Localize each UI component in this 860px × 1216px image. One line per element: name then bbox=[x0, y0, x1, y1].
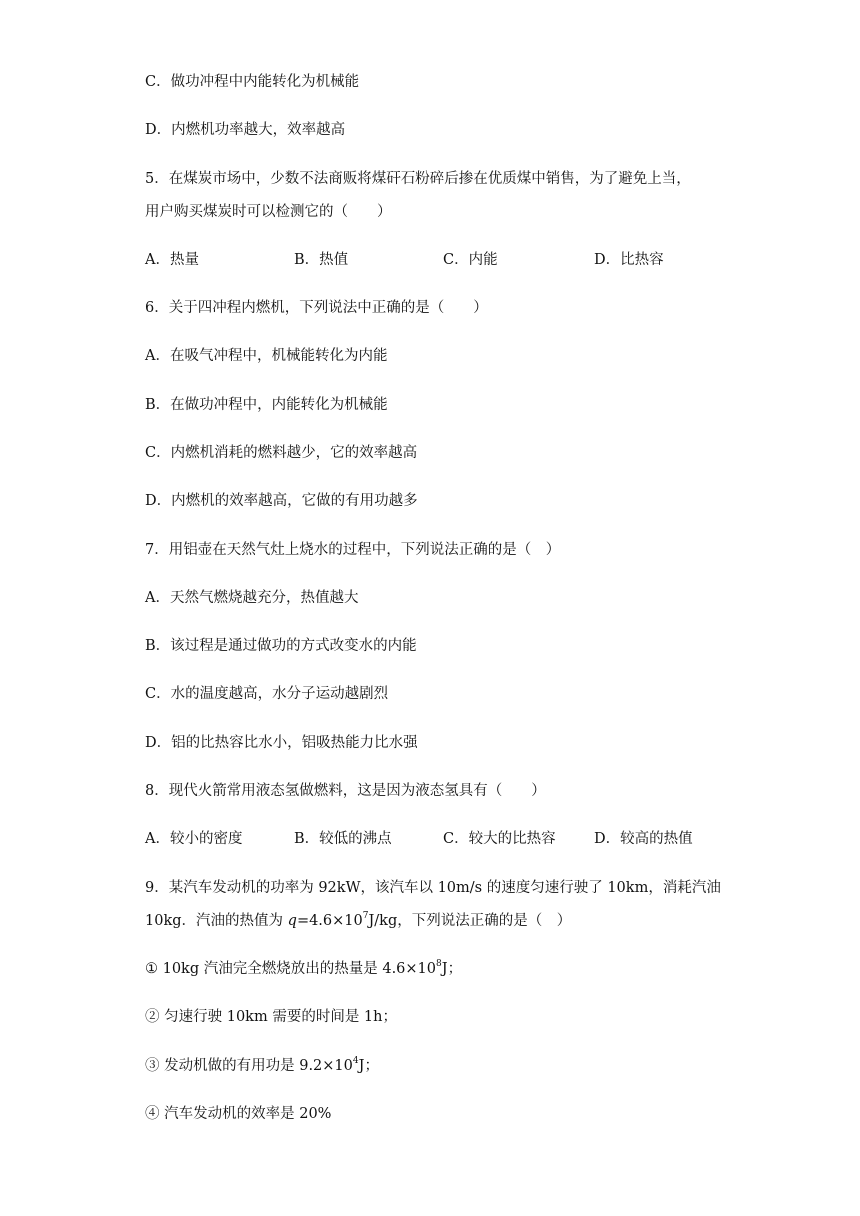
q6-option-d: D．内燃机的效率越高，它做的有用功越多 bbox=[145, 493, 418, 509]
q9-item-3-exponent: 4 bbox=[352, 1056, 359, 1067]
q9-stem-text-pre: 10kg．汽油的热值为 bbox=[145, 913, 288, 929]
q5-option-c: C．内能 bbox=[443, 252, 498, 268]
q5-option-b: B．热值 bbox=[294, 252, 349, 268]
q9-item-1 bbox=[145, 959, 462, 979]
q5-stem-line-1: 5．在煤炭市场中，少数不法商贩将煤矸石粉碎后掺在优质煤中销售，为了避免上当， bbox=[145, 171, 691, 187]
q9-stem-exponent: 7 bbox=[362, 911, 369, 922]
q7-option-c: C．水的温度越高，水分子运动越剧烈 bbox=[145, 686, 389, 702]
q9-item-1-post: J； bbox=[441, 961, 463, 977]
q7-stem: 7．用铝壶在天然气灶上烧水的过程中，下列说法正确的是（ ） bbox=[145, 542, 561, 558]
q9-item-3-pre: ③ 发动机做的有用功是 9.2×10 bbox=[145, 1058, 353, 1074]
q4-option-c: C．做功冲程中内能转化为机械能 bbox=[145, 74, 360, 90]
q6-option-a: A．在吸气冲程中，机械能转化为内能 bbox=[145, 348, 388, 364]
q8-stem: 8．现代火箭常用液态氢做燃料，这是因为液态氢具有（ ） bbox=[145, 783, 546, 799]
q9-variable-q: q bbox=[287, 913, 297, 929]
q7-option-a: A．天然气燃烧越充分，热值越大 bbox=[145, 590, 359, 606]
q9-stem-text-post: J/kg，下列说法正确的是（ ） bbox=[368, 913, 572, 929]
q8-option-c: C．较大的比热容 bbox=[443, 831, 556, 847]
q6-option-c: C．内燃机消耗的燃料越少，它的效率越高 bbox=[145, 445, 418, 461]
q6-stem: 6．关于四冲程内燃机，下列说法中正确的是（ ） bbox=[145, 300, 488, 316]
q9-item-4: ④ 汽车发动机的效率是 20% bbox=[145, 1106, 332, 1122]
q7-option-b: B．该过程是通过做功的方式改变水的内能 bbox=[145, 638, 417, 654]
q5-option-d: D．比热容 bbox=[594, 252, 664, 268]
q4-option-d: D．内燃机功率越大，效率越高 bbox=[145, 122, 346, 138]
q9-item-1-exponent: 8 bbox=[436, 959, 442, 970]
q8-option-b: B．较低的沸点 bbox=[294, 831, 392, 847]
q8-option-a: A．较小的密度 bbox=[145, 831, 243, 847]
q8-option-d: D．较高的热值 bbox=[594, 831, 693, 847]
q9-stem-line-2 bbox=[145, 911, 571, 931]
q7-option-d: D．铝的比热容比水小，铝吸热能力比水强 bbox=[145, 735, 418, 751]
q5-option-a: A．热量 bbox=[145, 252, 199, 268]
q9-stem-line-1: 9．某汽车发动机的功率为 92kW，该汽车以 10m/s 的速度匀速行驶了 10km，消耗汽油 bbox=[145, 880, 721, 896]
q9-item-1-pre: ① 10kg 汽油完全燃烧放出的热量是 4.6×10 bbox=[145, 961, 437, 977]
q9-item-3-post: J； bbox=[358, 1058, 379, 1074]
q5-stem-line-2: 用户购买煤炭时可以检测它的（ ） bbox=[145, 204, 392, 220]
q6-option-b: B．在做功冲程中，内能转化为机械能 bbox=[145, 397, 388, 413]
q9-item-3 bbox=[145, 1056, 379, 1076]
q9-stem-text-mid: =4.6×10 bbox=[296, 913, 363, 929]
q9-item-2: ② 匀速行驶 10km 需要的时间是 1h； bbox=[145, 1009, 397, 1025]
